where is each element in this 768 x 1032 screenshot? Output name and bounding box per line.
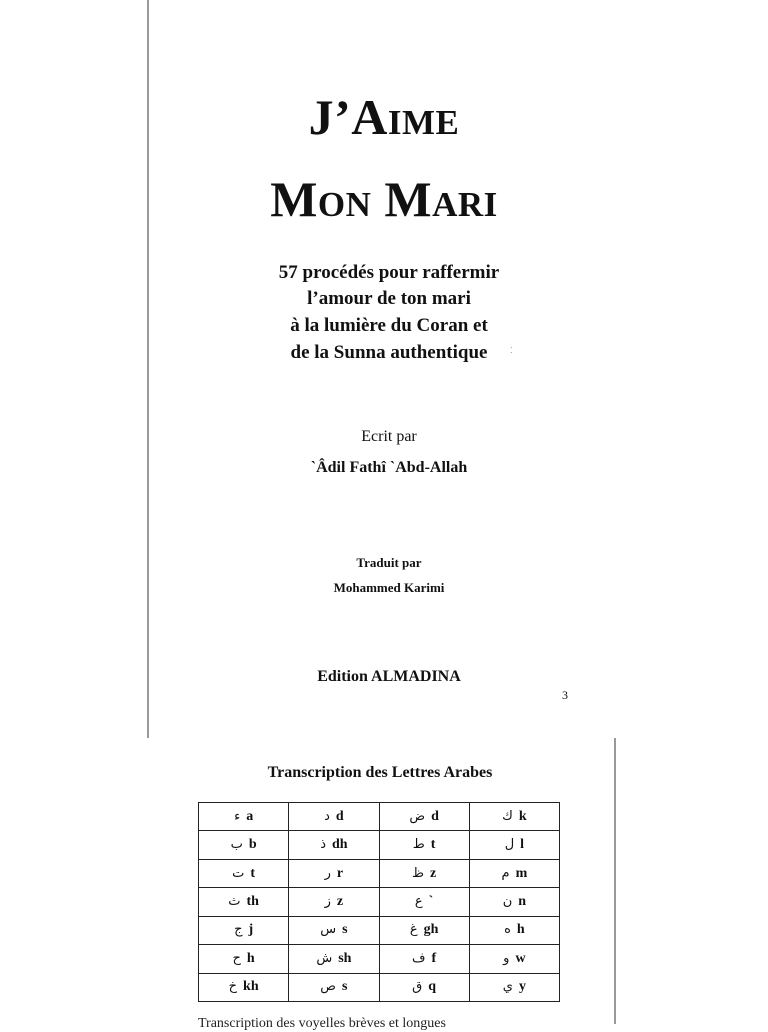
- latin-transcription: th: [246, 893, 259, 909]
- latin-transcription: n: [518, 893, 527, 909]
- arabic-letter: ز: [324, 893, 331, 909]
- arabic-letters-table: [198, 802, 560, 1002]
- letter-cell: [289, 945, 379, 973]
- letter-cell: [469, 859, 559, 887]
- letter-cell: [379, 945, 469, 973]
- letter-cell: [469, 916, 559, 944]
- title-line-2: Mon Mari: [270, 171, 498, 227]
- latin-transcription: dh: [331, 837, 348, 853]
- written-by-label: Ecrit par: [361, 428, 417, 445]
- latin-transcription: f: [431, 950, 437, 966]
- letter-cell: [379, 916, 469, 944]
- arabic-letter: ع: [414, 893, 423, 909]
- table-row: [199, 888, 560, 916]
- letter-cell: [289, 831, 379, 859]
- letter-cell: [379, 803, 469, 831]
- arabic-letter: ج: [234, 922, 243, 938]
- arabic-letter: ء: [234, 808, 241, 824]
- latin-transcription: kh: [243, 979, 259, 995]
- publisher-name: Edition ALMADINA: [317, 668, 461, 685]
- latin-transcription: sh: [338, 950, 352, 966]
- letter-cell: [199, 888, 289, 916]
- translated-by-label: Traduit par: [356, 555, 422, 570]
- letter-cell: [289, 888, 379, 916]
- letter-cell: [199, 916, 289, 944]
- letter-cell: [379, 888, 469, 916]
- arabic-letter: خ: [228, 979, 238, 995]
- subtitle-line-3: à la lumière du Coran et: [290, 315, 488, 336]
- arabic-letter: ق: [412, 979, 423, 995]
- arabic-letter: ظ: [412, 865, 425, 881]
- letter-cell: [289, 973, 379, 1001]
- translator-name: Mohammed Karimi: [333, 580, 445, 595]
- subtitle-line-2: l’amour de ton mari: [307, 288, 471, 309]
- arabic-letter: م: [501, 865, 510, 881]
- arabic-letter: ه: [504, 922, 511, 938]
- arabic-letter: ر: [324, 865, 331, 881]
- latin-transcription: j: [248, 922, 254, 938]
- latin-transcription: y: [518, 979, 526, 995]
- title-line-1: J’Aime: [308, 89, 460, 145]
- latin-transcription: a: [246, 808, 254, 824]
- letter-cell: [199, 803, 289, 831]
- arabic-letter: ش: [316, 950, 333, 966]
- latin-transcription: l: [520, 837, 525, 853]
- table-row: [199, 803, 560, 831]
- arabic-letter: و: [503, 950, 510, 966]
- letter-cell: [199, 973, 289, 1001]
- latin-transcription: s: [342, 979, 348, 995]
- subtitle-line-4: de la Sunna authentique: [290, 342, 488, 363]
- arabic-letter: س: [320, 922, 337, 938]
- letter-cell: [469, 831, 559, 859]
- latin-transcription: t: [250, 865, 256, 881]
- latin-transcription: m: [515, 865, 528, 881]
- latin-transcription: h: [516, 922, 525, 938]
- latin-transcription: q: [428, 979, 437, 995]
- arabic-letter: ث: [228, 893, 241, 909]
- arabic-letter: ن: [502, 893, 513, 909]
- letter-cell: [379, 831, 469, 859]
- latin-transcription: `: [428, 893, 434, 909]
- letter-cell: [199, 945, 289, 973]
- letter-cell: [379, 859, 469, 887]
- arabic-letter: غ: [409, 922, 418, 938]
- latin-transcription: gh: [423, 922, 439, 938]
- transcription-title: Transcription des Lettres Arabes: [267, 764, 493, 781]
- table-row: [199, 916, 560, 944]
- table-row: [199, 945, 560, 973]
- arabic-letter: ب: [230, 837, 243, 853]
- latin-transcription: s: [342, 922, 348, 938]
- table-row: [199, 973, 560, 1001]
- letter-cell: [289, 859, 379, 887]
- latin-transcription: h: [246, 950, 255, 966]
- latin-transcription: d: [335, 808, 344, 824]
- arabic-letter: ح: [232, 950, 241, 966]
- arabic-letter: ص: [320, 979, 336, 995]
- author-name: `Âdil Fathî `Abd-Allah: [310, 459, 468, 476]
- arabic-letter: ك: [502, 808, 513, 824]
- letter-cell: [199, 859, 289, 887]
- transcription-page: [0, 738, 768, 1031]
- vowels-caption: Transcription des voyelles brèves et longues: [198, 1016, 446, 1031]
- table-row: [199, 831, 560, 859]
- arabic-letter: ط: [412, 837, 425, 853]
- scan-margin-mark: ⁚: [510, 346, 513, 355]
- letter-cell: [199, 831, 289, 859]
- letter-cell: [469, 888, 559, 916]
- latin-transcription: d: [431, 808, 439, 824]
- arabic-letter: ف: [412, 950, 426, 966]
- latin-transcription: w: [515, 950, 526, 966]
- arabic-letter: د: [324, 808, 330, 824]
- arabic-letter: ض: [409, 808, 426, 824]
- letter-cell: [289, 916, 379, 944]
- arabic-letter: ل: [504, 837, 515, 853]
- latin-transcription: z: [336, 893, 344, 909]
- latin-transcription: r: [336, 865, 344, 881]
- letter-cell: [469, 945, 559, 973]
- latin-transcription: z: [430, 865, 437, 881]
- subtitle-line-1: 57 procédés pour raffermir: [278, 262, 500, 283]
- table-row: [199, 859, 560, 887]
- latin-transcription: k: [518, 808, 527, 824]
- letter-cell: [469, 803, 559, 831]
- arabic-letter: ذ: [320, 837, 326, 853]
- arabic-letter: ت: [232, 865, 245, 881]
- letter-cell: [379, 973, 469, 1001]
- latin-transcription: b: [248, 837, 257, 853]
- letter-cell: [469, 973, 559, 1001]
- latin-transcription: t: [430, 837, 436, 853]
- letter-cell: [289, 803, 379, 831]
- arabic-letter: ي: [502, 979, 513, 995]
- page-number: 3: [562, 688, 568, 702]
